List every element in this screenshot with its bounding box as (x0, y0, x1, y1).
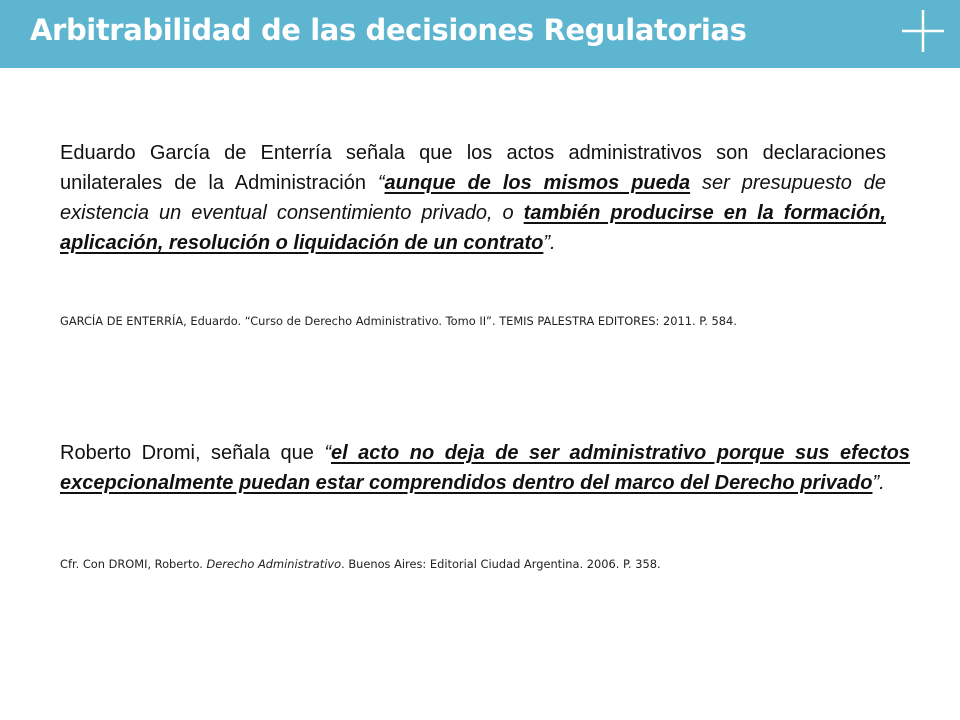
quote1-middle: ser presupuesto de existencia un eventual consentimiento privado, o (60, 172, 887, 224)
garcia-enterria-citation: GARCÍA DE ENTERRÍA, Eduardo. “Curso de Derecho Administrativo. Tomo II”. TEMIS PALESTRA EDITORES: 2011. P. 584. (60, 314, 737, 328)
plus-icon (902, 10, 944, 52)
quote1-highlight-1: aunque de los mismos pueda (384, 172, 691, 194)
dromi-citation-prefix: Cfr. Con DROMI, Roberto. (60, 557, 207, 571)
dromi-citation (60, 557, 661, 571)
dromi-quote (60, 438, 910, 498)
quote1-highlight-2: también producirse en la formación, aplicación, resolución o liquidación de un contrato (60, 202, 886, 254)
quote2-close-mark: ”. (872, 472, 885, 494)
garcia-enterria-quote (60, 138, 886, 258)
quote1-close-mark: ”. (543, 232, 556, 254)
quote1-intro: Eduardo García de Enterría señala que los actos administrativos son declaraciones unilaterales de la Administración (60, 142, 886, 194)
quote2-intro: Roberto Dromi, señala que (60, 442, 325, 464)
quote2-open-mark: “ (324, 442, 331, 464)
dromi-citation-title: Derecho Administrativo (206, 557, 342, 571)
dromi-citation-suffix: . Buenos Aires: Editorial Ciudad Argentina. 2006. P. 358. (341, 557, 661, 571)
title-bar (0, 0, 960, 68)
slide-title: Arbitrabilidad de las decisiones Regulatorias (30, 13, 747, 47)
quote1-open-mark: “ (377, 172, 385, 194)
quote2-highlight: el acto no deja de ser administrativo porque sus efectos excepcionalmente puedan estar comprendidos dentro del marco del Derecho privado (60, 442, 910, 494)
